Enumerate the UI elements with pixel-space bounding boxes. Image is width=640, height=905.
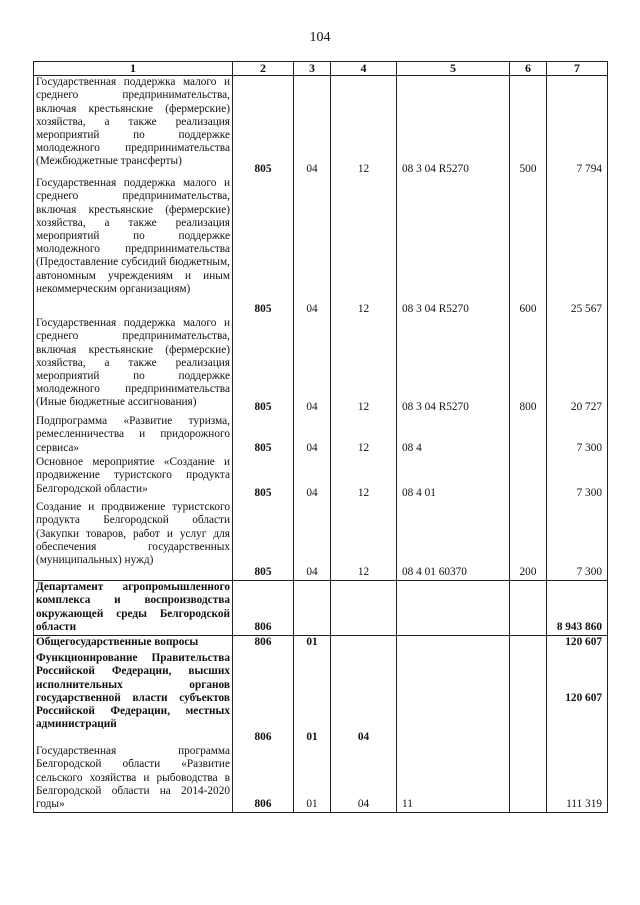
row-name: Государственная поддержка малого и среднего предпринимательства, включая крестьянские (фермерские) хозяйства, а также реализация мероприятий по поддержке молодежного предпринимательства (Предоставление субсидий бюджетным, автономным учреждениям и иным некоммерческим организациям) <box>34 177 233 317</box>
table-row <box>34 177 608 317</box>
row-target-article: 08 4 01 <box>397 456 510 501</box>
table-row <box>34 501 608 581</box>
row-section: 04 <box>294 76 331 178</box>
row-expense-type <box>510 652 547 745</box>
row-target-article <box>397 636 510 653</box>
table-row <box>34 636 608 653</box>
row-name: Государственная поддержка малого и среднего предпринимательства, включая крестьянские (фермерские) хозяйства, а также реализация мероприятий по поддержке молодежного предпринимательства (Межбюджетные трансферты) <box>34 76 233 178</box>
row-amount: 111 319 <box>547 745 608 813</box>
row-ministry-code: 806 <box>233 636 294 653</box>
row-target-article: 08 4 01 60370 <box>397 501 510 581</box>
row-name: Основное мероприятие «Создание и продвижение туристского продукта Белгородской области» <box>34 456 233 501</box>
row-expense-type <box>510 581 547 636</box>
row-target-article <box>397 652 510 745</box>
row-subsection: 12 <box>331 177 397 317</box>
row-ministry-code: 805 <box>233 415 294 456</box>
row-expense-type <box>510 745 547 813</box>
table-row <box>34 745 608 813</box>
row-section: 04 <box>294 415 331 456</box>
row-subsection: 12 <box>331 317 397 415</box>
row-amount: 7 300 <box>547 501 608 581</box>
row-amount: 120 607 <box>547 652 608 745</box>
col-header-6: 6 <box>510 62 547 76</box>
row-target-article: 08 3 04 R5270 <box>397 177 510 317</box>
row-amount: 20 727 <box>547 317 608 415</box>
row-section: 04 <box>294 456 331 501</box>
row-name: Государственная программа Белгородской области «Развитие сельского хозяйства и рыбоводства в Белгородской области на 2014-2020 годы» <box>34 745 233 813</box>
row-expense-type: 600 <box>510 177 547 317</box>
row-section <box>294 581 331 636</box>
row-name: Департамент агропромышленного комплекса и воспроизводства окружающей среды Белгородской области <box>34 581 233 636</box>
row-expense-type: 200 <box>510 501 547 581</box>
row-ministry-code: 805 <box>233 501 294 581</box>
row-section: 01 <box>294 652 331 745</box>
table-row <box>34 76 608 178</box>
row-subsection: 12 <box>331 76 397 178</box>
row-expense-type <box>510 636 547 653</box>
row-section: 04 <box>294 501 331 581</box>
row-amount: 25 567 <box>547 177 608 317</box>
row-name: Подпрограмма «Развитие туризма, ремесленничества и придорожного сервиса» <box>34 415 233 456</box>
row-ministry-code: 806 <box>233 745 294 813</box>
row-amount: 7 300 <box>547 415 608 456</box>
row-ministry-code: 805 <box>233 76 294 178</box>
row-amount: 7 300 <box>547 456 608 501</box>
row-section: 04 <box>294 177 331 317</box>
row-subsection: 12 <box>331 415 397 456</box>
row-target-article: 08 4 <box>397 415 510 456</box>
row-ministry-code: 805 <box>233 177 294 317</box>
row-ministry-code: 805 <box>233 456 294 501</box>
row-expense-type: 500 <box>510 76 547 178</box>
table-row <box>34 317 608 415</box>
table-row <box>34 456 608 501</box>
row-subsection: 12 <box>331 501 397 581</box>
table-row <box>34 652 608 745</box>
row-ministry-code: 806 <box>233 581 294 636</box>
row-subsection: 04 <box>331 745 397 813</box>
row-amount: 120 607 <box>547 636 608 653</box>
row-target-article: 11 <box>397 745 510 813</box>
row-name: Создание и продвижение туристского продукта Белгородской области (Закупки товаров, работ и услуг для обеспечения государственных (муниципальных) нужд) <box>34 501 233 581</box>
row-subsection: 12 <box>331 456 397 501</box>
row-name: Государственная поддержка малого и среднего предпринимательства, включая крестьянские (фермерские) хозяйства, а также реализация мероприятий по поддержке молодежного предпринимательства (Иные бюджетные ассигнования) <box>34 317 233 415</box>
row-section: 01 <box>294 745 331 813</box>
col-header-5: 5 <box>397 62 510 76</box>
row-name: Общегосударственные вопросы <box>34 636 233 653</box>
budget-table <box>33 61 608 813</box>
row-subsection <box>331 636 397 653</box>
row-expense-type <box>510 456 547 501</box>
col-header-7: 7 <box>547 62 608 76</box>
row-expense-type <box>510 415 547 456</box>
row-target-article: 08 3 04 R5270 <box>397 317 510 415</box>
row-expense-type: 800 <box>510 317 547 415</box>
table-row <box>34 581 608 636</box>
page-number: 104 <box>309 30 331 45</box>
table-row <box>34 415 608 456</box>
col-header-1: 1 <box>34 62 233 76</box>
row-target-article: 08 3 04 R5270 <box>397 76 510 178</box>
row-name: Функционирование Правительства Российской Федерации, высших исполнительных органов государственной власти субъектов Российской Федерации, местных администраций <box>34 652 233 745</box>
row-ministry-code: 805 <box>233 317 294 415</box>
col-header-2: 2 <box>233 62 294 76</box>
row-amount: 8 943 860 <box>547 581 608 636</box>
row-section: 04 <box>294 317 331 415</box>
col-header-4: 4 <box>331 62 397 76</box>
row-target-article <box>397 581 510 636</box>
row-subsection: 04 <box>331 652 397 745</box>
row-subsection <box>331 581 397 636</box>
header-row <box>34 62 608 76</box>
row-amount: 7 794 <box>547 76 608 178</box>
row-ministry-code: 806 <box>233 652 294 745</box>
row-section: 01 <box>294 636 331 653</box>
col-header-3: 3 <box>294 62 331 76</box>
